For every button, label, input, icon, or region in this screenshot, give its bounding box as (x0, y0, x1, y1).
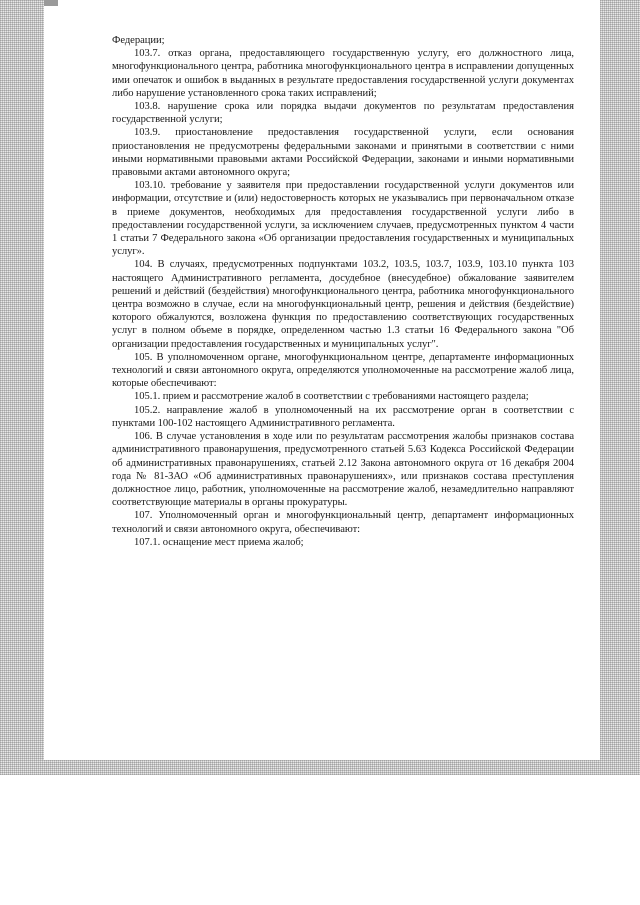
scan-border-bottom (0, 760, 640, 775)
scan-border-left (0, 0, 44, 775)
paragraph-105-1: 105.1. прием и рассмотрение жалоб в соответствии с требованиями настоящего раздела; (134, 391, 529, 403)
paragraph-federation-tail: Федерации; (112, 35, 165, 46)
paragraph-107: 107. Уполномоченный орган и многофункциональный центр, департамент информационных технологий и связи автономного округа, обеспечивают: (112, 510, 574, 535)
scan-border-right (600, 0, 640, 775)
paragraph-103-9: 103.9. приостановление предоставления государственной услуги, если основания приостановления не предусмотрены федеральными законами и принятыми в соответствии с ними иными нормативными правовыми актами Российской Федерации, законами и иными нормативными правовыми актами автономного округа; (112, 127, 574, 179)
paragraph-103-8: 103.8. нарушение срока или порядка выдачи документов по результатам предоставления государственной услуги; (112, 101, 574, 126)
document-body (112, 34, 574, 549)
paragraph-106: 106. В случае установления в ходе или по результатам рассмотрения жалобы признаков состава административного правонарушения, предусмотренного статьей 5.63 Кодекса Российской Федерации об административных правонарушениях, статьей 2.12 Закона автономного округа от 16 декабря 2004 года № 81-ЗАО «Об административных правонарушениях», или признаков состава преступления должностное лицо, работник, уполномоченные на рассмотрение жалоб, незамедлительно направляют соответствующие материалы в органы прокуратуры. (112, 431, 574, 509)
paragraph-103-10: 103.10. требование у заявителя при предоставлении государственной услуги документов или информации, отсутствие и (или) недостоверность которых не указывались при первоначальном отказе в приеме документов, необходимых для предоставления государственной услуги либо в предоставлении государственной услуги, за исключением случаев, предусмотренных пунктом 4 части 1 статьи 7 Федерального закона «Об организации предоставления государственных и муниципальных услуг». (112, 180, 574, 258)
paragraph-107-1: 107.1. оснащение мест приема жалоб; (134, 536, 304, 548)
paragraph-105-2: 105.2. направление жалоб в уполномоченный на их рассмотрение орган в соответствии с пунктами 100-102 настоящего Административного регламента. (112, 404, 574, 429)
paragraph-105: 105. В уполномоченном органе, многофункциональном центре, департаменте информационных технологий и связи автономного округа, определяются уполномоченные на рассмотрение жалоб лица, которые обеспечивают: (112, 351, 574, 390)
paragraph-103-7: 103.7. отказ органа, предоставляющего государственную услугу, его должностного лица, многофункционального центра, работника многофункционального центра в исправлении допущенных ими опечаток и ошибок в выданных в результате предоставления государственной услуги документах либо нарушение установленного срока таких исправлений; (112, 48, 574, 99)
paragraph-104: 104. В случаях, предусмотренных подпунктами 103.2, 103.5, 103.7, 103.9, 103.10 пункта 103 настоящего Административного регламента, досудебное (внесудебное) обжалование заявителем решений и действий (бездействия) многофункционального центра, работника многофункционального центра возможно в случае, если на многофункциональный центр, решения и действия (бездействие) которого обжалуются, возложена функция по предоставлению соответствующих государственных услуг в полном объеме в порядке, определенном частью 1.3 статьи 16 Федерального закона "Об организации предоставления государственных и муниципальных услуг". (112, 259, 574, 350)
